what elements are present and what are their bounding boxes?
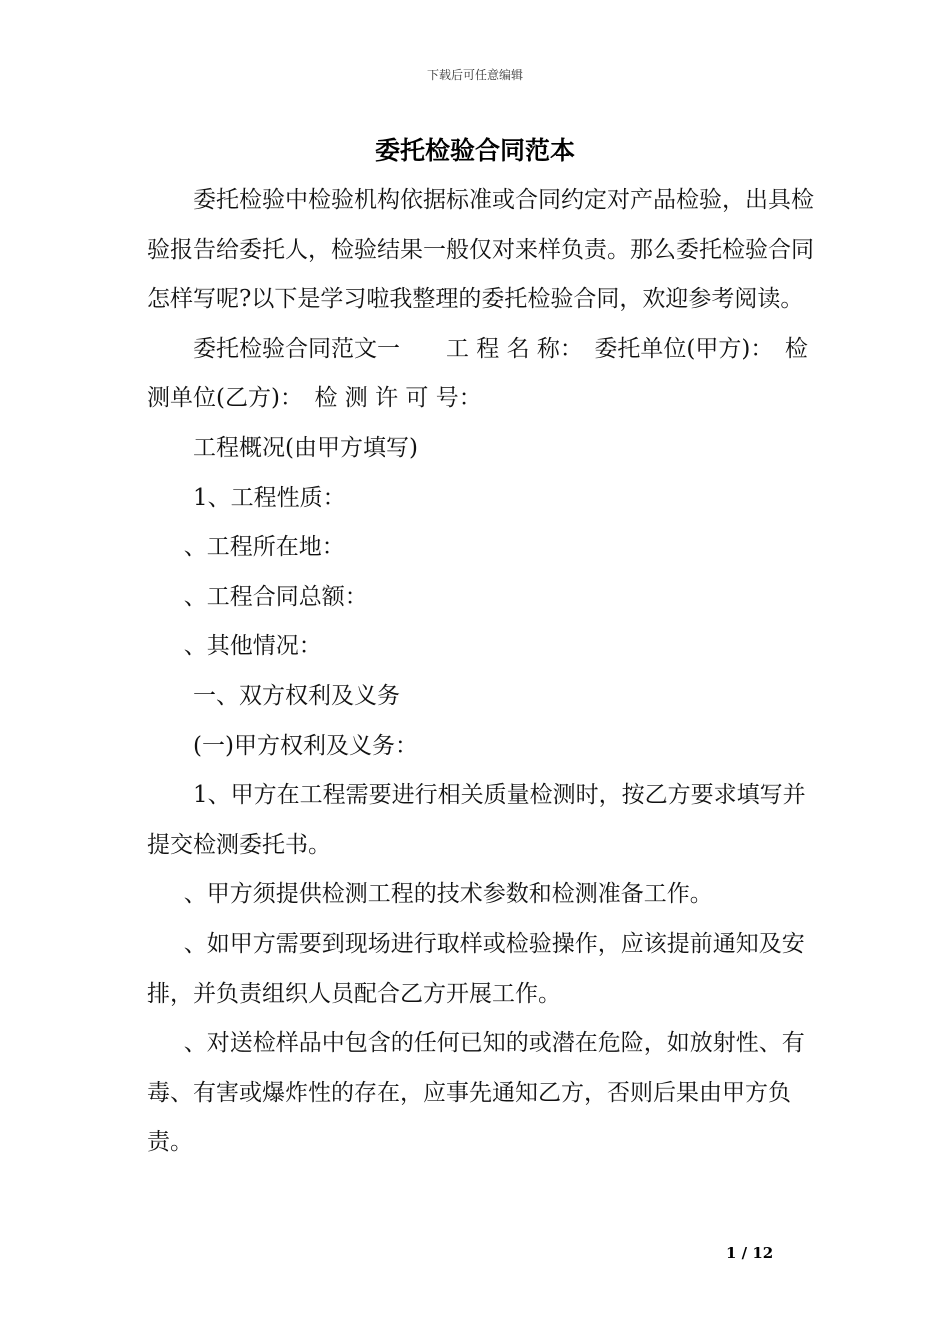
clause-4: 、对送检样品中包含的任何已知的或潜在危险，如放射性、有毒、有害或爆炸性的存在，应事先通知乙方，否则后果由甲方负责。 [147, 1030, 805, 1156]
clause-1: 1、甲方在工程需要进行相关质量检测时，按乙方要求填写并提交检测委托书。 [147, 782, 806, 858]
page-header-note: 下载后可任意编辑 [426, 68, 523, 82]
page-number: 1 / 12 [726, 1244, 774, 1262]
document-title: 委托检验合同范本 [374, 136, 575, 165]
list-item-contract-amount: 、工程合同总额： [183, 583, 368, 610]
subsection-heading-party-a: (一)甲方权利及义务： [193, 732, 418, 759]
clause-2: 、甲方须提供检测工程的技术参数和检测准备工作。 [183, 881, 713, 908]
section-heading-rights-obligations: 一、双方权利及义务 [193, 682, 400, 709]
list-item-project-nature: 1、工程性质： [193, 484, 346, 511]
list-item-project-location: 、工程所在地： [183, 534, 345, 561]
clause-3: 、如甲方需要到现场进行取样或检验操作，应该提前通知及安排，并负责组织人员配合乙方开展工作。 [147, 930, 805, 1007]
project-overview-heading: 工程概况(由甲方填写) [193, 434, 418, 461]
document-body [147, 176, 815, 1168]
contract-header-fields: 委托检验合同范文一 工 程 名 称： 委托单位(甲方)： 检测单位(乙方)： 检 测 许 可 号： [147, 335, 808, 412]
intro-paragraph: 委托检验中检验机构依据标准或合同约定对产品检验，出具检验报告给委托人，检验结果一般仅对来样负责。那么委托检验合同怎样写呢?以下是学习啦我整理的委托检验合同，欢迎参考阅读。 [147, 187, 814, 313]
list-item-other-info: 、其他情况： [183, 633, 322, 660]
